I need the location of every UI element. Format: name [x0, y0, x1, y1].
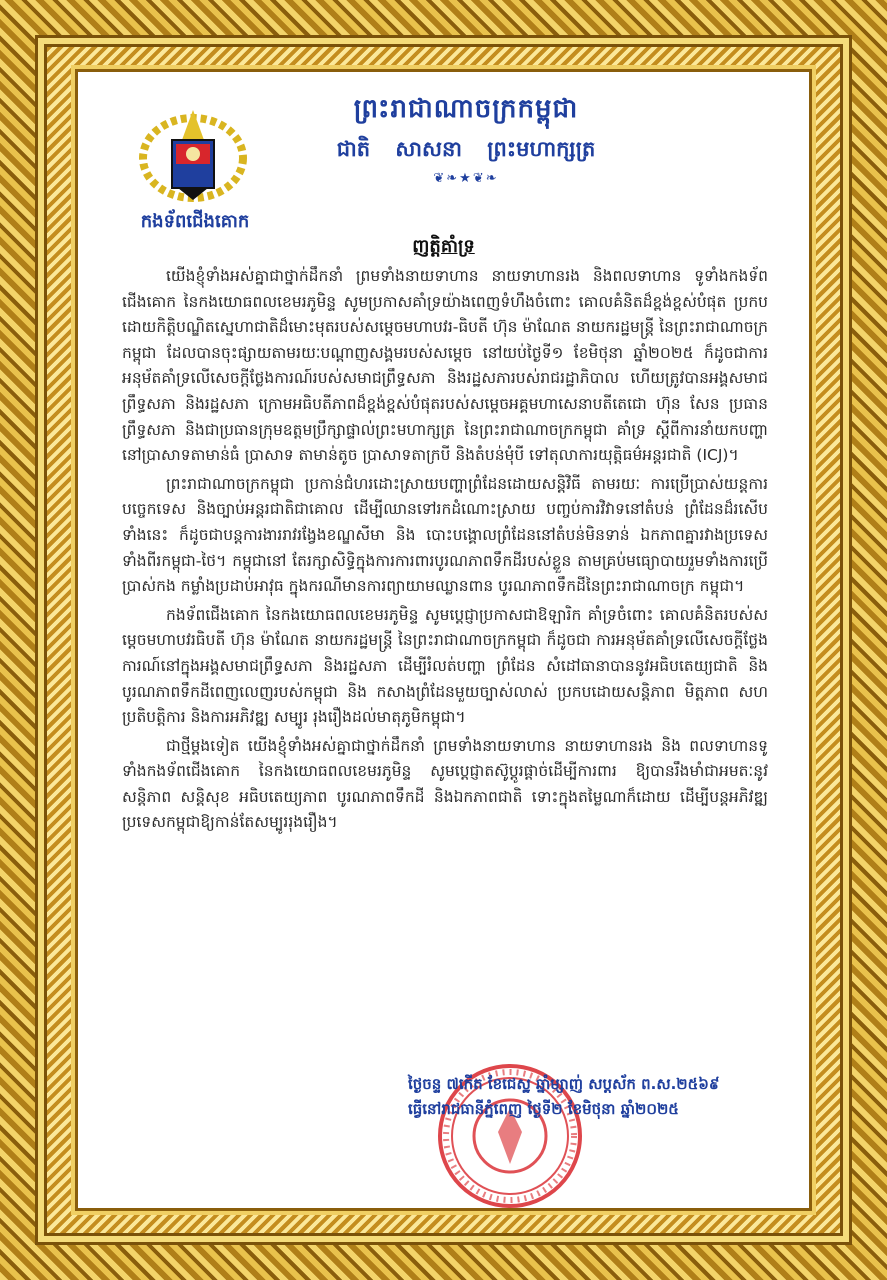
kingdom-header	[316, 92, 616, 186]
document-title: ញត្តិគាំទ្រ	[412, 236, 475, 257]
document-body	[122, 264, 768, 839]
paragraph-1: យើងខ្ញុំទាំងអស់គ្នាជាថ្នាក់ដឹកនាំ ព្រមទាំងនាយទាហាន នាយទាហានរង និងពលទាហាន ទូទាំងកងទ័ពជើងគោក នៃកងយោធពលខេមរភូមិន្ទ សូមប្រកាសគាំទ្រយ៉ាងពេញទំហឹងចំពោះ គោលគំនិតដ៏ខ្ពង់ខ្ពស់បំផុត ប្រកបដោយកិត្តិបណ្ឌិតស្នេហាជាតិដ៏មោះមុតរបស់សម្តេចមហាបវរ-ធិបតី ហ៊ុន ម៉ាណែត នាយករដ្ឋមន្ត្រី នៃព្រះរាជាណាចក្រកម្ពុជា ដែលបានចុះផ្សាយតាមរយៈបណ្តាញសង្គមរបស់សម្តេច នៅយប់ថ្ងៃទី១ ខែមិថុនា ឆ្នាំ២០២៥ ក៏ដូចជាការអនុម័តគាំទ្រលើសេចក្តីថ្លែងការណ៍របស់សមាជព្រឹទ្ធសភា និងរដ្ឋសភារបស់រាជរដ្ឋាភិបាល ហើយត្រូវបានអង្គសមាជព្រឹទ្ធសភា និងរដ្ឋសភា ក្រោមអធិបតីភាពដ៏ខ្ពង់ខ្ពស់បំផុតរបស់សម្តេចអគ្គមហាសេនាបតីតេជោ ហ៊ុន សែន ប្រធានព្រឹទ្ធសភា និងជាប្រធានក្រុមឧត្តមប្រឹក្សាផ្ទាល់ព្រះមហាក្សត្រ នៃព្រះរាជាណាចក្រកម្ពុជា គាំទ្រ ស្តីពីការនាំយកបញ្ហានៅប្រាសាទតាមាន់ធំ ប្រាសាទ តាមាន់តូច ប្រាសាទតាក្របី និងតំបន់មុំបី ទៅតុលាការយុត្តិធម៌អន្តរជាតិ (ICJ)។	[122, 267, 768, 465]
lunar-date: ថ្ងៃចន្ទ ៧កើត ខែជេស្ឋ ឆ្នាំម្សាញ់ សប្តស័ក ព.ស.២៥៦៩	[408, 1075, 720, 1093]
paragraph-2: ព្រះរាជាណាចក្រកម្ពុជា ប្រកាន់ជំហរដោះស្រាយបញ្ហាព្រំដែនដោយសន្តិវិធី តាមរយៈ ការប្រើប្រាស់យន្តការបច្ចេកទេស និងច្បាប់អន្តរជាតិជាគោល ដើម្បីឈានទៅរកដំណោះស្រាយ បញ្ចប់ការវិវាទនៅតំបន់ ព្រំដែនដ៏រសើបទាំងនេះ ក៏ដូចជាបន្តការងាររាវរង្វែងខណ្ឌសីមា និង បោះបង្គោលព្រំដែននៅតំបន់មិនទាន់ ឯកភាពគ្នារវាងប្រទេសទាំងពីរកម្ពុជា-ថៃ។ កម្ពុជានៅ តែរក្សាសិទ្ធិក្នុងការការពារបូរណភាពទឹកដីរបស់ខ្លួន តាមគ្រប់មធ្យោបាយរួមទាំងការប្រើប្រាស់កង កម្លាំងប្រដាប់អាវុធ ក្នុងករណីមានការព្យាយាមឈ្លានពាន បូរណភាពទឹកដីនៃព្រះរាជាណាចក្រ កម្ពុជា។	[122, 474, 768, 596]
army-emblem-icon	[134, 100, 252, 210]
document-paper	[78, 72, 809, 1208]
kingdom-title: ព្រះរាជាណាចក្រកម្ពុជា	[353, 94, 579, 124]
ornament-divider: ❦❧★❦❧	[433, 171, 499, 186]
paragraph-4: ជាថ្មីម្តងទៀត យើងខ្ញុំទាំងអស់គ្នាជាថ្នាក់ដឹកនាំ ព្រមទាំងនាយទាហាន នាយទាហានរង និង ពលទាហានទូទាំងកងទ័ពជើងគោក នៃកងយោធពលខេមរភូមិន្ទ សូមប្តេជ្ញាតស៊ូប្តូរផ្តាច់ដើម្បីការពារ ឱ្យបានរឹងមាំជាអមតៈនូវសន្តិភាព សន្តិសុខ អធិបតេយ្យភាព បូរណភាពទឹកដី និងឯកភាពជាតិ ទោះក្នុងតម្លៃណាក៏ដោយ ដើម្បីបន្តអភិវឌ្ឍប្រទេសកម្ពុជាឱ្យកាន់តែសម្បូររុងរឿង។	[122, 736, 768, 832]
unit-name: កងទ័ពជើងគោក	[140, 211, 250, 232]
place-date: ធ្វើនៅរាជធានីភ្នំពេញ ថ្ងៃទី២ ខែមិថុនា ឆ្នាំ២០២៥	[408, 1100, 679, 1118]
kingdom-motto: ជាតិ សាសនា ព្រះមហាក្សត្រ	[336, 137, 596, 161]
signature-block	[408, 1072, 768, 1122]
paragraph-3: កងទ័ពជើងគោក នៃកងយោធពលខេមរភូមិន្ទ សូមប្តេជ្ញាប្រកាសជាឱឡារិក គាំទ្រចំពោះ គោលគំនិតរបស់សម្តេចមហាបវរធិបតី ហ៊ុន ម៉ាណែត នាយករដ្ឋមន្ត្រី នៃព្រះរាជាណាចក្រកម្ពុជា ក៏ដូចជា ការអនុម័តគាំទ្រលើសេចក្តីថ្លែងការណ៍នៅក្នុងអង្គសមាជព្រឹទ្ធសភា និងរដ្ឋសភា ដើម្បីរំលត់បញ្ហា ព្រំដែន សំដៅធានាបាននូវអធិបតេយ្យជាតិ និងបូរណភាពទឹកដីពេញលេញរបស់កម្ពុជា និង កសាងព្រំដែនមួយច្បាស់លាស់ ប្រកបដោយសន្តិភាព មិត្តភាព សហប្រតិបត្តិការ និងការអភិវឌ្ឍ សម្បូរ រុងរឿងដល់មាតុភូមិកម្ពុជា។	[122, 605, 768, 727]
